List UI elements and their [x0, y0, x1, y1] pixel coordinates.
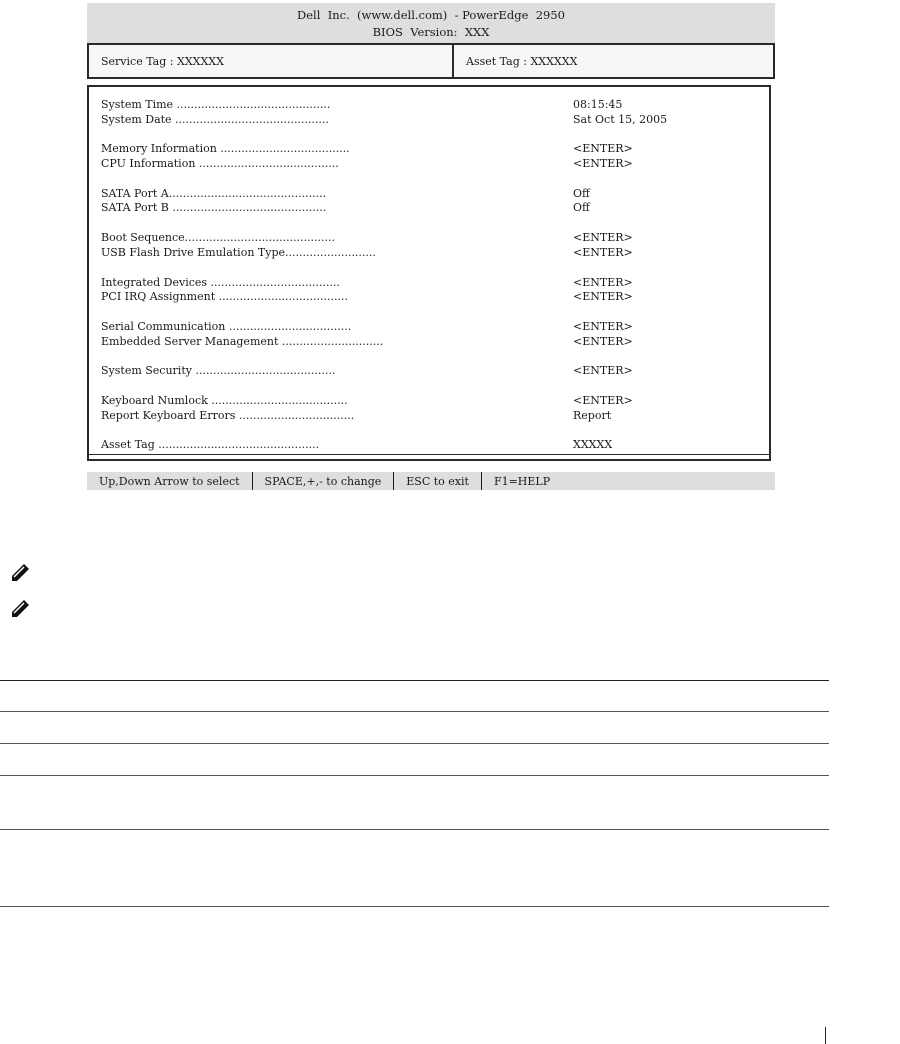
- status-hint: SPACE,+,- to change: [264, 474, 382, 488]
- bios-menu-panel: [87, 85, 771, 461]
- bios-menu-item[interactable]: [101, 409, 761, 424]
- bios-version: BIOS Version: XXX: [372, 25, 490, 39]
- menu-spacer: [101, 379, 761, 394]
- menu-item-value: <ENTER>: [573, 231, 633, 245]
- panel-divider: [89, 454, 769, 455]
- menu-item-label: USB Flash Drive Emulation Type..........................: [101, 245, 376, 259]
- menu-item-value: Off: [573, 186, 590, 200]
- bios-menu-item[interactable]: [101, 335, 761, 350]
- bios-menu: [101, 98, 761, 453]
- tag-bar: [87, 43, 775, 79]
- menu-item-label: PCI IRQ Assignment .....................................: [101, 290, 348, 304]
- menu-item-label: Asset Tag ..............................................: [101, 438, 320, 452]
- page-number-divider: [825, 1027, 826, 1044]
- menu-item-label: Keyboard Numlock .......................................: [101, 393, 348, 407]
- menu-item-value: <ENTER>: [573, 334, 633, 348]
- table-rule: [0, 743, 829, 744]
- bios-header: [87, 3, 775, 43]
- status-hint: ESC to exit: [406, 474, 469, 488]
- table-rule: [0, 906, 829, 907]
- menu-item-value: <ENTER>: [573, 393, 633, 407]
- bios-menu-item[interactable]: [101, 276, 761, 291]
- table-rule: [0, 711, 829, 712]
- bios-menu-item[interactable]: [101, 394, 761, 409]
- bios-menu-item[interactable]: [101, 438, 761, 453]
- bios-menu-item[interactable]: [101, 320, 761, 335]
- menu-item-value: 08:15:45: [573, 98, 623, 111]
- bios-setup-screen: [87, 3, 775, 488]
- menu-item-value: <ENTER>: [573, 245, 633, 259]
- menu-item-value: <ENTER>: [573, 157, 633, 171]
- asset-tag-header: Asset Tag : XXXXXX: [466, 54, 578, 68]
- menu-spacer: [101, 172, 761, 187]
- bios-menu-item[interactable]: [101, 142, 761, 157]
- menu-spacer: [101, 261, 761, 276]
- bios-menu-item[interactable]: [101, 157, 761, 172]
- menu-spacer: [101, 423, 761, 438]
- menu-item-label: SATA Port A.............................................: [101, 186, 327, 200]
- menu-spacer: [101, 127, 761, 142]
- note-pencil-icon: [10, 598, 32, 618]
- note-pencil-icon: [10, 562, 32, 582]
- bios-menu-item[interactable]: [101, 364, 761, 379]
- menu-item-label: SATA Port B ............................................: [101, 201, 327, 215]
- service-tag: Service Tag : XXXXXX: [89, 45, 454, 77]
- menu-item-label: Serial Communication ...................................: [101, 319, 352, 333]
- menu-item-label: System Security ........................................: [101, 364, 336, 378]
- bios-title: Dell Inc. (www.dell.com) - PowerEdge 2950: [297, 8, 565, 22]
- bios-menu-item[interactable]: [101, 246, 761, 261]
- menu-item-value: XXXXX: [573, 438, 613, 452]
- menu-item-label: Boot Sequence...........................................: [101, 231, 336, 245]
- menu-item-label: System Time ............................................: [101, 98, 331, 111]
- table-rule: [0, 829, 829, 830]
- table-rule: [0, 680, 829, 681]
- status-hint: F1=HELP: [493, 474, 551, 488]
- menu-item-value: <ENTER>: [573, 319, 633, 333]
- menu-item-value: Sat Oct 15, 2005: [573, 112, 668, 126]
- menu-spacer: [101, 305, 761, 320]
- menu-item-label: Report Keyboard Errors .................................: [101, 408, 355, 422]
- bios-status-bar: [87, 472, 775, 490]
- bios-menu-item[interactable]: [101, 187, 761, 202]
- menu-item-label: Embedded Server Management .............................: [101, 334, 384, 348]
- table-rule: [0, 775, 829, 776]
- menu-item-label: Memory Information .....................................: [101, 142, 350, 156]
- menu-item-label: CPU Information ........................................: [101, 157, 339, 171]
- status-hint: Up,Down Arrow to select: [99, 474, 240, 488]
- bios-menu-item[interactable]: [101, 98, 761, 113]
- menu-item-value: Report: [573, 408, 612, 422]
- bios-menu-item[interactable]: [101, 231, 761, 246]
- bios-menu-item[interactable]: [101, 290, 761, 305]
- menu-item-label: System Date ............................................: [101, 112, 329, 126]
- menu-item-value: <ENTER>: [573, 142, 633, 156]
- menu-item-value: <ENTER>: [573, 290, 633, 304]
- bios-menu-item[interactable]: [101, 113, 761, 128]
- menu-spacer: [101, 216, 761, 231]
- menu-item-label: Integrated Devices .....................................: [101, 275, 340, 289]
- bios-menu-item[interactable]: [101, 201, 761, 216]
- menu-item-value: <ENTER>: [573, 275, 633, 289]
- menu-spacer: [101, 349, 761, 364]
- menu-item-value: Off: [573, 201, 590, 215]
- menu-item-value: <ENTER>: [573, 364, 633, 378]
